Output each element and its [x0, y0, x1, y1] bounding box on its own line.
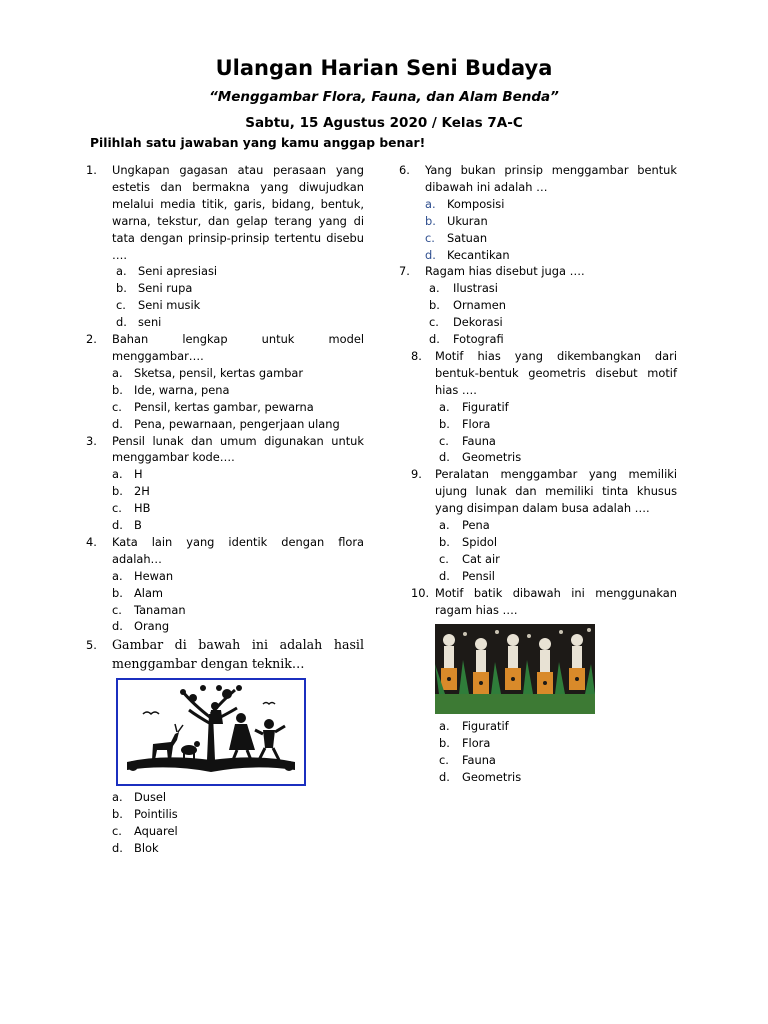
option-text: seni	[138, 315, 162, 330]
option-text: Sketsa, pensil, kertas gambar	[134, 365, 304, 380]
silhouette-figure	[116, 678, 306, 786]
option-letter: b.	[439, 416, 450, 431]
option-c[interactable]	[439, 752, 677, 769]
option-letter: c.	[439, 551, 449, 566]
option-letter: d.	[112, 619, 123, 634]
option-letter: c.	[116, 298, 126, 313]
question-number: 9.	[411, 467, 422, 482]
option-a[interactable]	[112, 466, 364, 483]
options-list	[429, 280, 677, 348]
question-text: Motif batik dibawah ini menggunakan ragam hias ….	[435, 585, 677, 617]
question-3	[86, 433, 364, 534]
options-list	[112, 568, 364, 636]
option-b[interactable]	[116, 280, 364, 297]
option-letter: d.	[112, 416, 123, 431]
question-9	[399, 466, 677, 584]
option-d[interactable]	[112, 618, 364, 635]
option-text: Ukuran	[447, 213, 488, 228]
option-text: Flora	[462, 736, 491, 751]
option-text: Ide, warna, pena	[134, 382, 230, 397]
option-letter: a.	[429, 281, 440, 296]
option-text: Fauna	[462, 433, 496, 448]
option-a[interactable]	[425, 196, 677, 213]
option-text: Seni apresiasi	[138, 264, 218, 279]
question-number: 6.	[399, 163, 410, 177]
option-text: Seni musik	[138, 298, 201, 313]
option-d[interactable]	[429, 331, 677, 348]
option-text: Dusel	[134, 790, 167, 805]
option-letter: b.	[425, 213, 436, 228]
question-2	[86, 331, 364, 432]
option-c[interactable]	[425, 230, 677, 247]
option-a[interactable]	[439, 399, 677, 416]
question-6	[399, 162, 677, 263]
question-text: Motif hias yang dikembangkan dari bentuk-bentuk geometris disebut motif hias ….	[435, 348, 677, 397]
option-a[interactable]	[439, 517, 677, 534]
option-c[interactable]	[112, 399, 364, 416]
question-8	[399, 348, 677, 466]
options-list	[439, 399, 677, 467]
question-number: 2.	[86, 332, 97, 347]
options-list	[112, 466, 364, 534]
option-letter: a.	[425, 196, 436, 211]
option-b[interactable]	[112, 483, 364, 500]
question-text: Ungkapan gagasan atau perasaan yang estetis dan bermakna yang diwujudkan melalui media titik, garis, bidang, bentuk, warna, tekstur, dan gelap terang yang di tata dengan prinsip-prinsip tertentu disebu ….	[112, 163, 364, 262]
option-d[interactable]	[116, 314, 364, 331]
option-text: Pensil, kertas gambar, pewarna	[134, 399, 314, 414]
option-text: Fauna	[462, 753, 496, 768]
options-list	[112, 789, 364, 857]
option-a[interactable]	[116, 263, 364, 280]
question-10	[399, 585, 677, 619]
option-text: Blok	[134, 841, 159, 856]
option-b[interactable]	[439, 534, 677, 551]
question-4	[86, 534, 364, 635]
option-d[interactable]	[439, 568, 677, 585]
options-list	[116, 263, 364, 331]
option-d[interactable]	[425, 247, 677, 264]
option-b[interactable]	[429, 297, 677, 314]
option-letter: a.	[116, 264, 127, 279]
option-b[interactable]	[112, 382, 364, 399]
options-list	[112, 365, 364, 433]
question-number: 10.	[411, 585, 430, 600]
option-letter: b.	[112, 807, 123, 822]
option-text: Ilustrasi	[453, 281, 498, 296]
option-a[interactable]	[439, 718, 677, 735]
question-text: Ragam hias disebut juga ….	[425, 264, 585, 279]
option-text: Satuan	[447, 230, 488, 245]
option-text: Fotografi	[453, 332, 504, 347]
option-b[interactable]	[425, 213, 677, 230]
option-letter: b.	[439, 534, 450, 549]
silhouette-image	[123, 684, 299, 780]
question-number: 1.	[86, 163, 97, 177]
option-text: Hewan	[134, 568, 174, 583]
option-letter: b.	[112, 484, 123, 499]
option-letter: a.	[439, 399, 450, 414]
option-text: Alam	[134, 585, 164, 600]
option-text: 2H	[134, 484, 150, 499]
option-d[interactable]	[112, 840, 364, 857]
option-letter: c.	[112, 501, 122, 516]
exam-instruction: Pilihlah satu jawaban yang kamu anggap benar!	[90, 136, 426, 150]
option-text: Figuratif	[462, 399, 509, 414]
exam-subtitle: “Menggambar Flora, Fauna, dan Alam Benda”	[209, 89, 559, 105]
option-letter: b.	[439, 736, 450, 751]
option-b[interactable]	[439, 416, 677, 433]
option-b[interactable]	[112, 585, 364, 602]
option-a[interactable]	[112, 789, 364, 806]
question-5	[86, 635, 364, 673]
option-c[interactable]	[116, 297, 364, 314]
option-b[interactable]	[439, 735, 677, 752]
option-letter: c.	[112, 824, 122, 839]
option-letter: a.	[439, 719, 450, 734]
question-text: Kata lain yang identik dengan flora adalah…	[112, 534, 364, 566]
option-letter: d.	[112, 841, 123, 856]
option-text: Kecantikan	[447, 247, 510, 262]
option-letter: d.	[439, 770, 450, 785]
exam-title: Ulangan Harian Seni Budaya	[215, 56, 553, 80]
option-letter: a.	[112, 790, 123, 805]
option-text: Seni rupa	[138, 281, 193, 296]
option-text: Flora	[462, 416, 491, 431]
option-a[interactable]	[112, 365, 364, 382]
option-letter: a.	[112, 467, 123, 482]
option-d[interactable]	[112, 517, 364, 534]
option-text: Figuratif	[462, 719, 509, 734]
options-list	[425, 196, 677, 264]
option-text: Pensil	[462, 568, 495, 583]
exam-date-class: Sabtu, 15 Agustus 2020 / Kelas 7A-C	[245, 115, 523, 131]
batik-image	[435, 624, 595, 714]
option-text: Orang	[134, 619, 170, 634]
question-number: 8.	[411, 348, 422, 363]
option-letter: d.	[112, 518, 123, 533]
option-a[interactable]	[112, 568, 364, 585]
option-letter: a.	[112, 365, 123, 380]
question-text: Yang bukan prinsip menggambar bentuk dibawah ini adalah …	[425, 163, 677, 194]
option-d[interactable]	[439, 449, 677, 466]
option-b[interactable]	[112, 806, 364, 823]
option-letter: d.	[425, 247, 436, 262]
option-text: Geometris	[462, 770, 522, 785]
left-column	[86, 162, 364, 857]
option-text: Spidol	[462, 534, 497, 549]
option-letter: b.	[112, 585, 123, 600]
option-letter: b.	[112, 382, 123, 397]
exam-header	[0, 54, 768, 134]
option-d[interactable]	[112, 416, 364, 433]
option-letter: c.	[425, 230, 435, 245]
option-c[interactable]	[112, 500, 364, 517]
option-a[interactable]	[429, 280, 677, 297]
question-number: 4.	[86, 534, 97, 549]
question-number: 7.	[399, 264, 410, 279]
question-text: Bahan lengkap untuk model menggambar….	[112, 332, 364, 363]
option-letter: b.	[116, 281, 127, 296]
option-text: Ornamen	[453, 298, 506, 313]
right-column	[399, 162, 677, 786]
question-text: Gambar di bawah ini adalah hasil menggambar dengan teknik…	[112, 637, 364, 672]
options-list	[439, 718, 677, 786]
option-c[interactable]	[112, 823, 364, 840]
question-text: Pensil lunak dan umum digunakan untuk menggambar kode….	[112, 433, 364, 465]
question-text: Peralatan menggambar yang memiliki ujung lunak dan memiliki tinta khusus yang disimpan dalam busa adalah ….	[435, 467, 677, 516]
option-text: Dekorasi	[453, 315, 503, 330]
option-text: H	[134, 467, 143, 482]
option-letter: c.	[439, 753, 449, 768]
option-text: Pena	[462, 518, 490, 533]
option-letter: c.	[439, 433, 449, 448]
options-list	[439, 517, 677, 585]
option-letter: a.	[439, 518, 450, 533]
option-letter: c.	[429, 315, 439, 330]
option-text: Cat air	[462, 551, 500, 566]
option-c[interactable]	[112, 602, 364, 619]
option-text: Aquarel	[134, 824, 178, 839]
option-d[interactable]	[439, 769, 677, 786]
option-letter: d.	[439, 568, 450, 583]
option-text: Tanaman	[134, 602, 186, 617]
option-text: Pointilis	[134, 807, 178, 822]
option-letter: b.	[429, 298, 440, 313]
option-letter: d.	[116, 315, 127, 330]
option-letter: c.	[112, 399, 122, 414]
question-7	[399, 263, 677, 348]
option-text: B	[134, 518, 142, 533]
option-text: Pena, pewarnaan, pengerjaan ulang	[134, 416, 340, 431]
option-letter: d.	[429, 332, 440, 347]
option-c[interactable]	[439, 433, 677, 450]
option-letter: a.	[112, 568, 123, 583]
option-text: Geometris	[462, 450, 522, 465]
option-c[interactable]	[429, 314, 677, 331]
question-number: 3.	[86, 433, 97, 448]
question-1	[86, 162, 364, 331]
option-letter: d.	[439, 450, 450, 465]
option-c[interactable]	[439, 551, 677, 568]
option-letter: c.	[112, 602, 122, 617]
option-text: Komposisi	[447, 196, 505, 211]
question-number: 5.	[86, 638, 97, 653]
option-text: HB	[134, 501, 151, 516]
